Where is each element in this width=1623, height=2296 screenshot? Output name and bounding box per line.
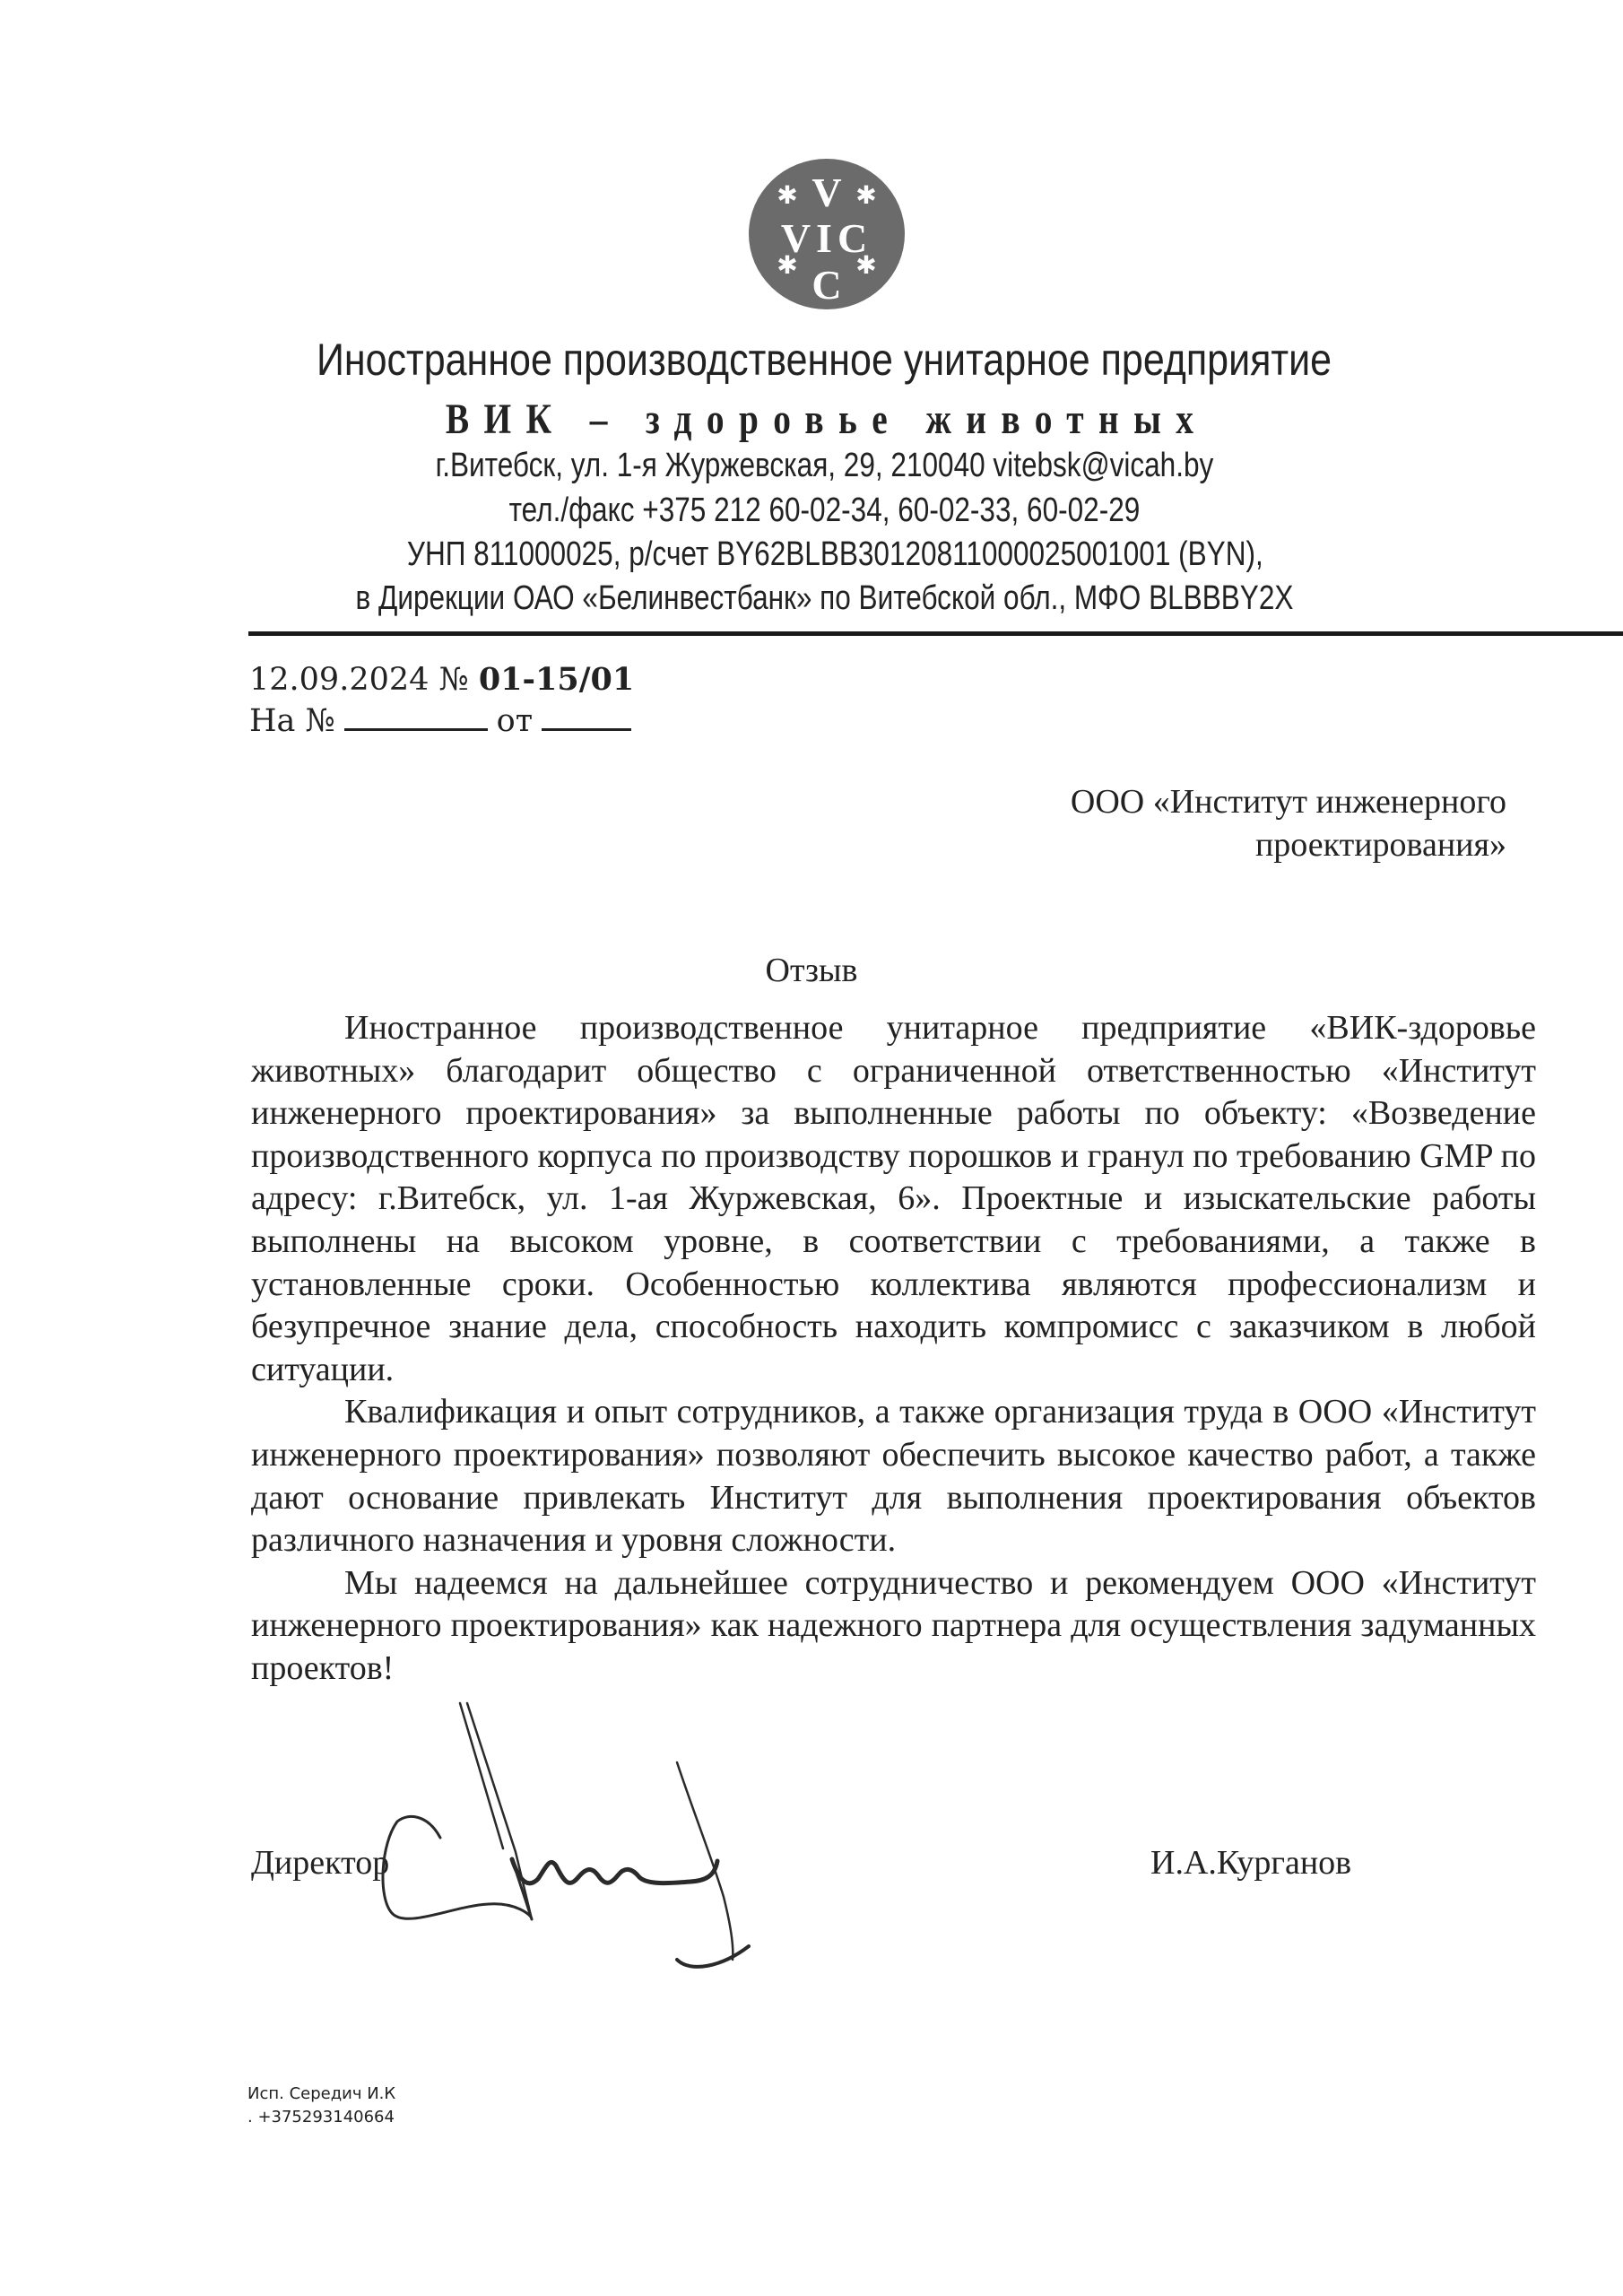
letterhead-address: г.Витебск, ул. 1-я Журжевская, 29, 210040 vitebsk@vicah.by [435,447,1214,484]
body-paragraph: Мы надеемся на дальнейшее сотрудничество и рекомендуем ООО «Институт инженерного проектирования» как надежного партнера для осуществления задуманных проектов! [251,1563,1536,1687]
letter-body [251,1007,1536,1691]
asterisk-icon: ✱ [777,250,798,280]
logo-letter-top: V [812,170,842,215]
body-paragraph: Квалификация и опыт сотрудников, а также организация труда в ООО «Институт инженерного проектирования» позволяют обеспечить высокое качество работ, а также дают основание привлекать Институт для выполнения проектирования объектов различного назначения и уровня сложности. [251,1393,1536,1560]
outgoing-number-line [249,661,634,698]
executor-phone: . +375293140664 [247,2108,395,2126]
recipient-line-1: ООО «Институт инженерного [1070,783,1506,821]
handwritten-signature [381,1700,946,1969]
asterisk-icon: ✱ [777,180,798,210]
document-title: Отзыв [765,952,858,989]
executor-footer [247,2083,395,2129]
reply-number-blank [344,701,488,731]
recipient-block [1071,780,1506,866]
letterhead-org-name: ВИК – здоровье животных [445,396,1209,443]
letter-date: 12.09.2024 [249,662,430,698]
letterhead-bank-name: в Дирекции ОАО «Белинвестбанк» по Витебской обл., МФО BLBBBY2X [355,579,1294,617]
recipient-line-2: проектирования» [1254,826,1506,864]
logo-letter-bottom: C [812,262,842,308]
body-paragraph: Иностранное производственное унитарное предприятие «ВИК-здоровье животных» благодарит общество с ограниченной ответственностью «Институт инженерного проектирования» за выполненные работы по объекту: «Возведение производственного корпуса по производству порошков и гранул по требованию GMP по адресу: г.Витебск, ул. 1-ая Журжевская, 6». Проектные и изыскательские работы выполнены на высоком уровне, в соответствии с требованиями, а также в установленные сроки. Особенностью коллектива являются профессионализм и безупречное знание дела, способность находить компромисс с заказчиком в любой ситуации. [251,1009,1536,1388]
letter-number: 01-15/01 [478,661,635,698]
number-sign: № [438,662,469,698]
letterhead-bank-account: УНП 811000025, р/счет BY62BLBB30120811000025001001 (BYN), [406,535,1263,573]
letterhead-phones: тел./факс +375 212 60-02-34, 60-02-33, 60-02-29 [508,491,1141,529]
letterhead-divider [248,631,1623,636]
signatory-role: Директор [251,1844,390,1882]
reply-date-blank [542,701,631,731]
vic-logo [747,157,907,311]
asterisk-icon: ✱ [855,180,877,210]
from-label: от [496,703,534,739]
executor-name: Исп. Середич И.К [247,2084,396,2103]
asterisk-icon: ✱ [855,250,877,280]
logo-letters-middle: VIC [780,215,873,261]
reply-label: На № [249,703,335,739]
reply-reference-line [249,701,631,739]
letterhead-org-type: Иностранное производственное унитарное предприятие [316,335,1332,385]
signatory-name: И.А.Курганов [1150,1844,1352,1882]
